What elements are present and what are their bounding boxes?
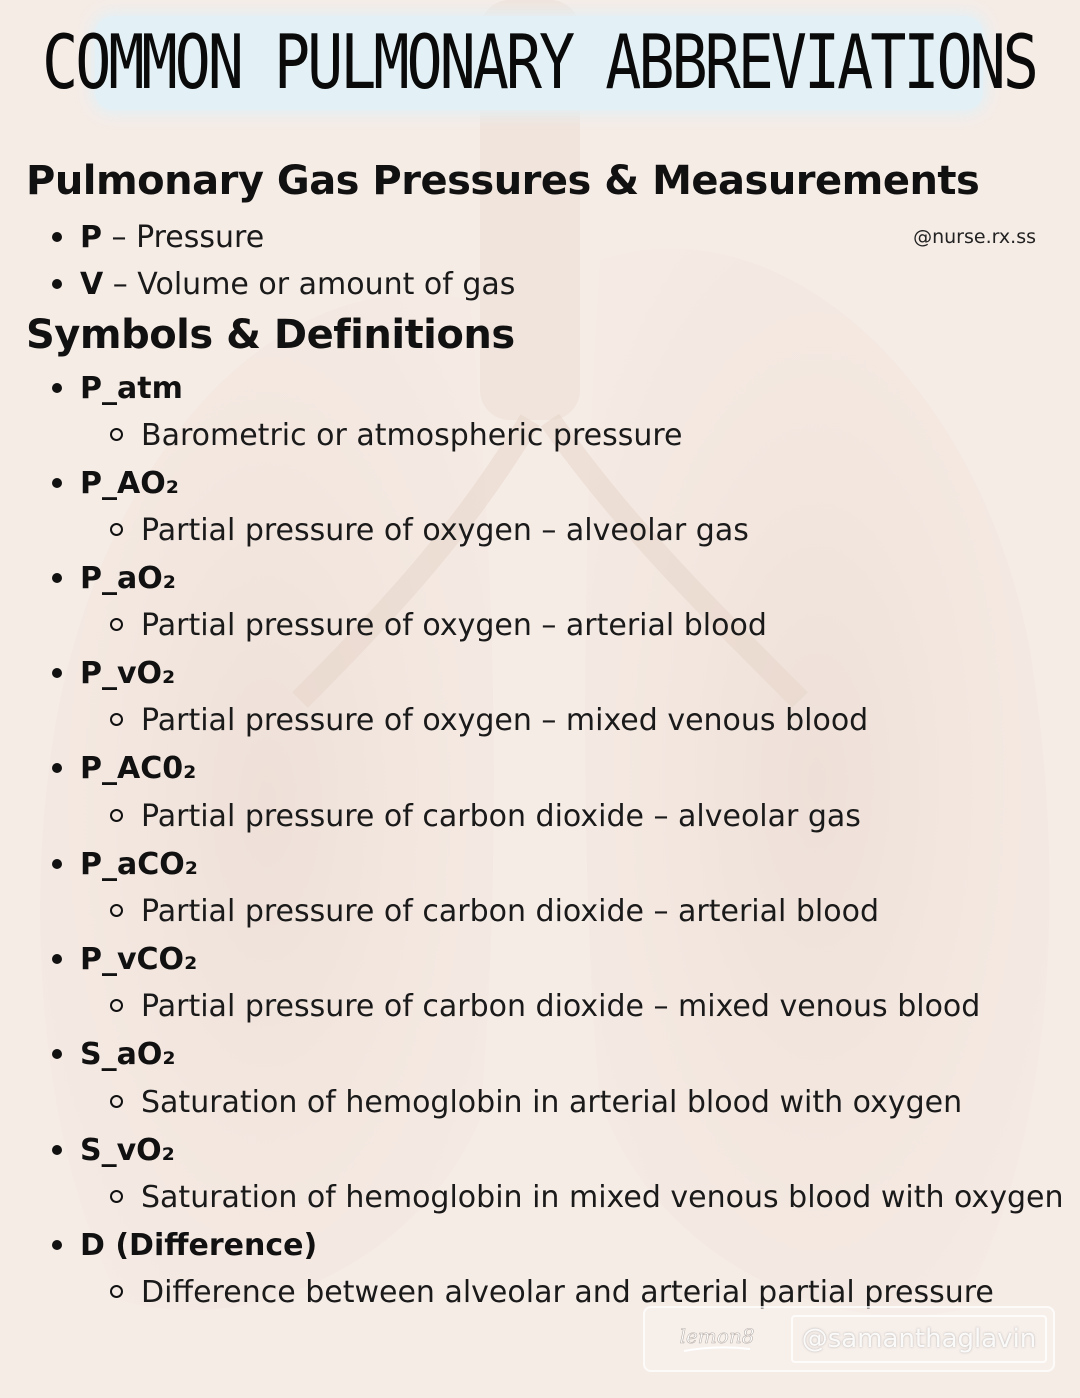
definition: [110, 987, 980, 1027]
bullet-icon: [52, 859, 62, 869]
term: P_vO₂: [80, 656, 176, 691]
definition-text: Difference between alveolar and arterial partial pressure: [141, 1275, 994, 1310]
list-item: [52, 749, 196, 789]
description: – Volume or amount of gas: [103, 267, 516, 302]
definition: [110, 606, 767, 646]
definition-text: Barometric or atmospheric pressure: [141, 418, 683, 453]
sub-bullet-icon: [110, 904, 123, 917]
bullet-icon: [52, 763, 62, 773]
page-title: COMMON PULMONARY ABBREVIATIONS: [42, 19, 1036, 107]
author-handle: @nurse.rx.ss: [913, 226, 1036, 248]
sub-bullet-icon: [110, 1285, 123, 1298]
bullet-icon: [52, 1049, 62, 1059]
sub-bullet-icon: [110, 1095, 123, 1108]
list-item: [52, 369, 183, 409]
list-item: [52, 1035, 176, 1075]
term: S_aO₂: [80, 1037, 176, 1072]
bullet-icon: [52, 573, 62, 583]
lemon8-watermark: [643, 1306, 1055, 1372]
sub-bullet-icon: [110, 999, 123, 1012]
definition-text: Partial pressure of oxygen – alveolar gas: [141, 513, 749, 548]
term: P_aO₂: [80, 561, 176, 596]
bullet-icon: [52, 232, 62, 242]
description: – Pressure: [102, 220, 265, 255]
list-item: [52, 265, 515, 305]
term: P_aCO₂: [80, 847, 198, 882]
definition: [110, 416, 683, 456]
definition: [110, 511, 749, 551]
sub-bullet-icon: [110, 523, 123, 536]
list-item: [52, 1226, 317, 1266]
definition: [110, 797, 861, 837]
term: P_AC0₂: [80, 751, 197, 786]
definition-text: Saturation of hemoglobin in arterial blood with oxygen: [141, 1085, 963, 1120]
sub-bullet-icon: [110, 618, 123, 631]
definition: [110, 892, 879, 932]
bullet-icon: [52, 279, 62, 289]
definition-text: Partial pressure of oxygen – arterial blood: [141, 608, 767, 643]
lemon8-logo-icon: [662, 1319, 772, 1359]
lemon8-logo-text: lemon8: [679, 1324, 755, 1348]
list-item: [52, 464, 179, 504]
definition: [110, 701, 868, 741]
list-item: [52, 218, 264, 258]
definition-text: Partial pressure of carbon dioxide – alveolar gas: [141, 799, 861, 834]
section-heading-gas-pressures: Pulmonary Gas Pressures & Measurements: [26, 158, 980, 204]
term: S_vO₂: [80, 1133, 175, 1168]
sub-bullet-icon: [110, 809, 123, 822]
bullet-icon: [52, 478, 62, 488]
definition-text: Saturation of hemoglobin in mixed venous blood with oxygen: [141, 1180, 1064, 1215]
sub-bullet-icon: [110, 428, 123, 441]
term: P_AO₂: [80, 466, 179, 501]
term: P_atm: [80, 371, 183, 406]
term: V: [80, 267, 104, 302]
definition-text: Partial pressure of carbon dioxide – mixed venous blood: [141, 989, 981, 1024]
bullet-icon: [52, 954, 62, 964]
term: P_vCO₂: [80, 942, 198, 977]
list-item: [52, 654, 175, 694]
list-item: [52, 845, 198, 885]
watermark-username: @samanthaglavin: [791, 1315, 1047, 1363]
bullet-icon: [52, 1240, 62, 1250]
definition-text: Partial pressure of carbon dioxide – arterial blood: [141, 894, 880, 929]
list-item: [52, 940, 197, 980]
term: D (Difference): [80, 1228, 318, 1263]
term: P: [80, 220, 102, 255]
lemon8-logo: [653, 1317, 781, 1361]
sub-bullet-icon: [110, 713, 123, 726]
definition-text: Partial pressure of oxygen – mixed venous blood: [141, 703, 869, 738]
list-item: [52, 1131, 175, 1171]
section-heading-symbols: Symbols & Definitions: [26, 312, 515, 358]
bullet-icon: [52, 1145, 62, 1155]
definition: [110, 1178, 1063, 1218]
definition: [110, 1083, 962, 1123]
sub-bullet-icon: [110, 1190, 123, 1203]
bullet-icon: [52, 668, 62, 678]
list-item: [52, 559, 176, 599]
bullet-icon: [52, 383, 62, 393]
